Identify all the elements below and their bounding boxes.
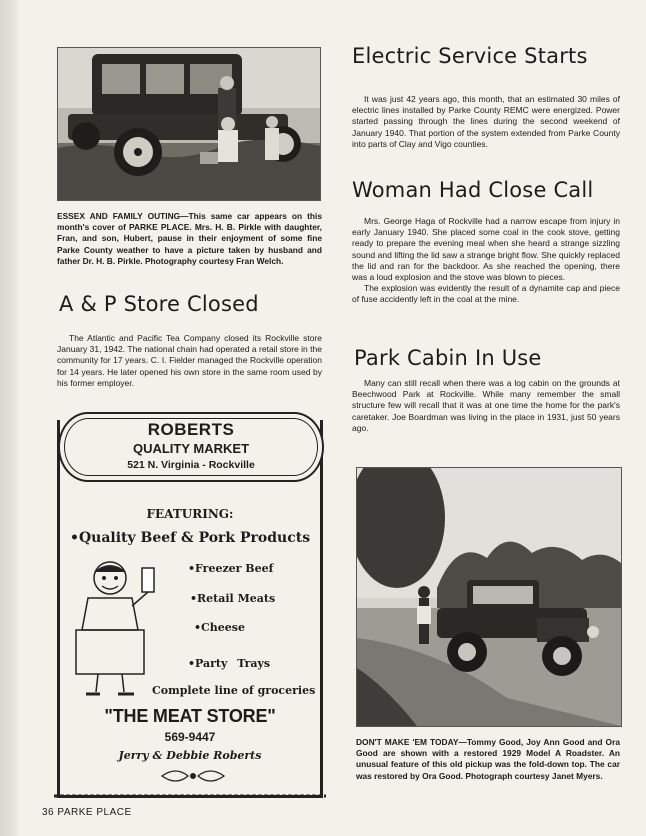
park-cabin-paragraph: Many can still recall when there was a log cabin on the grounds at Beechwood Park at Rockville. While many remember the small structure few will recall that it was at one time the home for the park's caretaker. Joe Boardman was living in the place in 1931, just 50 years ago.: [352, 378, 620, 433]
ad-featuring-label: FEATURING:: [146, 507, 234, 521]
roberts-quality-market-ad: [57, 420, 323, 798]
ad-slogan: "THE MEAT STORE": [104, 706, 276, 726]
ad-banner: [58, 412, 324, 482]
ad-store-name: ROBERTS: [147, 420, 235, 439]
electric-service-article: [352, 94, 620, 150]
essex-family-photo: [57, 47, 321, 201]
ad-owners: Jerry & Debbie Roberts: [118, 749, 262, 762]
ad-groceries-line: Complete line of groceries: [152, 684, 316, 697]
ap-store-paragraph: The Atlantic and Pacific Tea Company closed its Rockville store January 31, 1942. The national chain had operated a retail store in the community for 17 years. C. I. Fielder managed the Rockville operation for 14 years. He later opened his own store in the same room used by his former employer.: [57, 333, 322, 388]
page-number: 36: [42, 807, 55, 818]
electric-service-paragraph: It was just 42 years ago, this month, that an estimated 30 miles of electric lines installed by Parke County REMC were energized. Power started passing through the lines during the second weekend of January 1940. That portion of the system extended from Parke County into parts of Clay and Vigo counties.: [352, 94, 620, 149]
woman-close-call-article: [352, 216, 620, 306]
ad-item-cheese: •Cheese: [194, 621, 245, 634]
ad-bottom-border: [54, 792, 326, 804]
roadster-photo-caption: DON'T MAKE 'EM TODAY—Tommy Good, Joy Ann Good and Ora Good are shown with a restored 1929 Model A Roadster. An unusual feature of this old pickup was the fold-down top. The car was restored by Ora Good. Photograph courtesy Janet Myers.: [356, 737, 620, 781]
electric-service-heading: Electric Service Starts: [352, 44, 588, 68]
roadster-illustration: [357, 468, 621, 726]
essex-car-illustration: [58, 48, 320, 200]
page-binding-edge: [0, 0, 18, 836]
ap-store-heading: A & P Store Closed: [59, 292, 259, 316]
ad-item-retail-meats: •Retail Meats: [190, 592, 276, 605]
park-cabin-article: [352, 378, 620, 434]
magazine-name: PARKE PLACE: [57, 807, 132, 818]
ad-store-subtitle: QUALITY MARKET: [132, 441, 250, 456]
ad-phone: 569-9447: [164, 730, 216, 744]
ad-item-freezer-beef: •Freezer Beef: [188, 562, 274, 575]
park-cabin-heading: Park Cabin In Use: [354, 346, 542, 370]
woman-close-call-paragraph-1: Mrs. George Haga of Rockville had a narrow escape from injury in early January 1940. She placed some coal in the cook stove, getting ready to prepare the evening meal when she heard a strange sizzling sound and lifting the lid saw a strange bright flow. She quickly replaced the lid and ran for the backdoor. As she reached the opening, there was a loud explosion and the stove was blown to pieces.: [352, 216, 620, 283]
ap-store-article: [57, 333, 322, 389]
ad-store-address: 521 N. Virginia - Rockville: [127, 459, 255, 471]
model-a-roadster-photo: [356, 467, 622, 727]
butcher-illustration: [68, 550, 158, 700]
page-footer: [42, 807, 132, 818]
woman-close-call-heading: Woman Had Close Call: [352, 178, 594, 202]
ad-ornament: [158, 766, 228, 786]
ad-item-party-trays: •Party Trays: [188, 657, 271, 670]
ad-headline-item: •Quality Beef & Pork Products: [70, 530, 311, 546]
essex-photo-caption: ESSEX AND FAMILY OUTING—This same car appears on this month's cover of PARKE PLACE. Mrs. H. B. Pirkle with daughter, Fran, and son, Hubert, pause in their enjoyment of some fine Parke County weather to have a picture taken by husband and father Dr. H. B. Pirkle. Photography courtesy Fran Welch.: [57, 211, 322, 266]
woman-close-call-paragraph-2: The explosion was evidently the result of a dynamite cap and piece of fuse accidently left in the coal at the mine.: [352, 283, 620, 305]
